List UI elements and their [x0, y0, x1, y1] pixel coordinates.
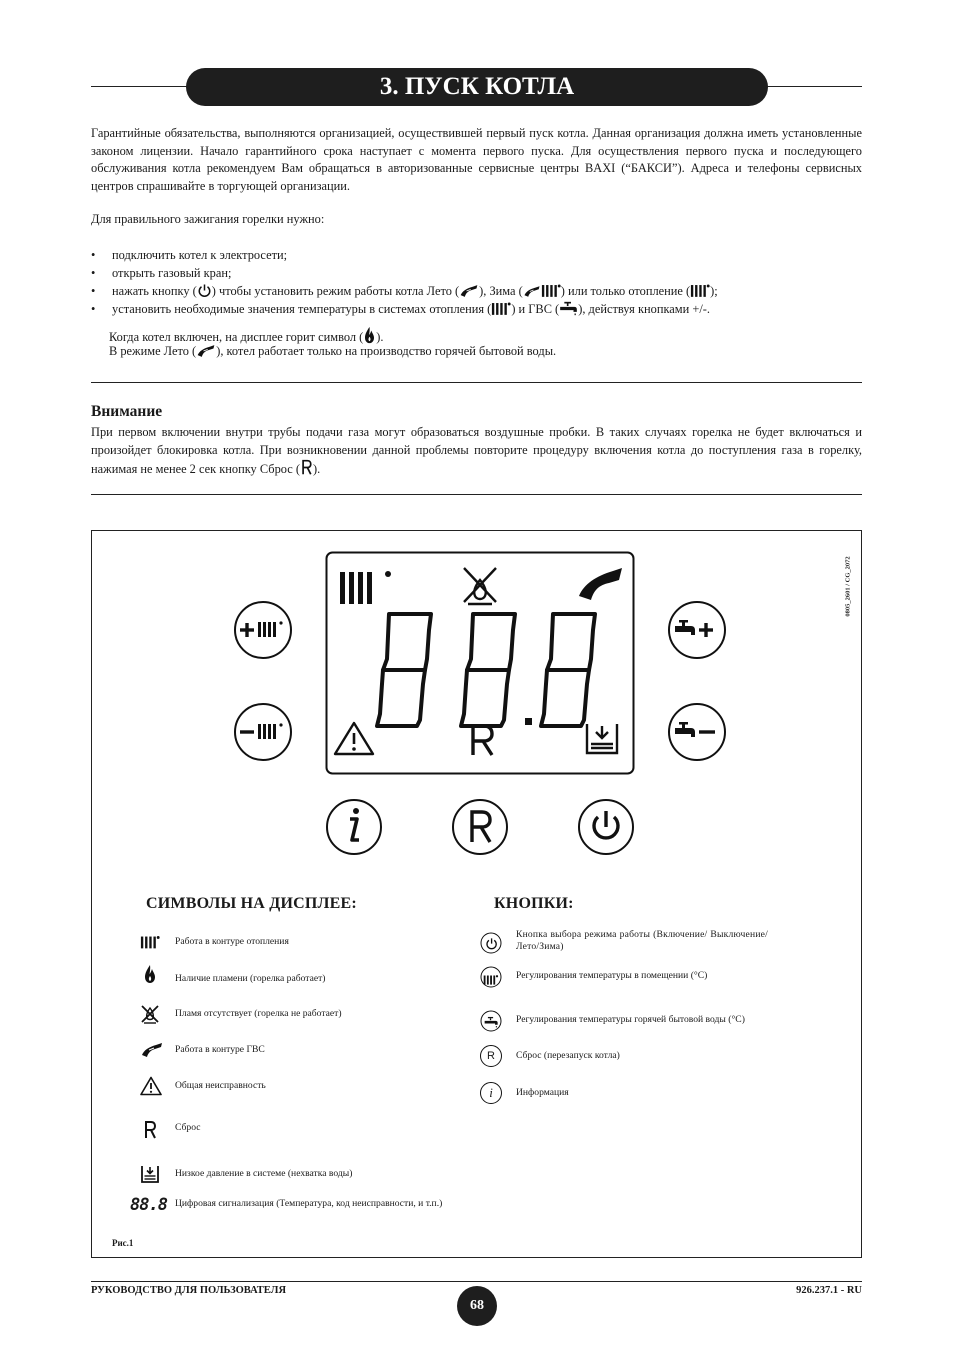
radiator-icon: [541, 283, 561, 298]
symbol-label: Наличие пламени (горелка работает): [175, 973, 326, 984]
figure-label: Рис.1: [112, 1238, 134, 1248]
symbol-label: Работа в контуре отопления: [175, 936, 289, 947]
footer-rule: [91, 1281, 862, 1282]
dhw-icon: [523, 285, 541, 298]
display-no-flame-icon: [464, 568, 496, 604]
warning-icon: [140, 1076, 162, 1096]
footer-left: РУКОВОДСТВО ДЛЯ ПОЛЬЗОВАТЕЛЯ: [91, 1285, 287, 1296]
reset-icon: [143, 1120, 157, 1140]
reset-icon: [300, 459, 313, 476]
display-digits: [377, 614, 595, 726]
info-icon: i: [480, 1082, 502, 1104]
tap-icon: [559, 301, 578, 316]
display-radiator-icon: [340, 571, 391, 604]
no-flame-icon: [140, 1004, 160, 1024]
attention-heading: Внимание: [91, 403, 163, 420]
note-line: В режиме Лето ( ), котел работает только на производство горячей бытовой воды.: [109, 344, 557, 358]
display-decimal-point: [525, 718, 532, 725]
low-pressure-icon: [140, 1164, 160, 1184]
display-warning-icon: [335, 723, 373, 754]
heating-plus-button[interactable]: [235, 602, 291, 658]
symbols-heading: СИМВОЛЫ НА ДИСПЛЕЕ:: [146, 895, 357, 912]
footer-right: 926.237.1 - RU: [796, 1285, 862, 1296]
dhw-plus-button[interactable]: [669, 602, 725, 658]
display-low-pressure-icon: [587, 724, 617, 753]
attention-section: [91, 424, 862, 479]
dhw-minus-button[interactable]: [669, 704, 725, 760]
display-reset-icon: [473, 726, 492, 755]
tap-icon: [480, 1010, 502, 1032]
page-number: 68: [457, 1286, 497, 1326]
button-label: Информация: [516, 1087, 569, 1098]
button-label: Регулирования температуры в помещении (°C): [516, 970, 708, 981]
info-button[interactable]: [327, 800, 381, 854]
dhw-icon: [140, 1042, 164, 1058]
radiator-icon: [690, 283, 710, 298]
dhw-icon: [196, 344, 216, 358]
button-label: Регулирования температуры горячей бытовой воды (°C): [516, 1014, 745, 1025]
radiator-icon: [491, 301, 511, 316]
intro-paragraph: Гарантийные обязательства, выполняются организацией, осуществившей первый пуск котла. Данная организация должна иметь установленные законом лицензии. Начало гарантийного срока наступает с момента первого пуска. Для осуществления первого пуска и последующего обслуживания котла рекомендуем Вам обращаться в авторизованные сервисные центры BAXI (“БАКСИ”). Адреса и телефоны сервисных центров спрашивайте в торгующей организации.: [91, 126, 862, 193]
radiator-icon: [140, 934, 160, 950]
symbol-label: Пламя отсутствует (горелка не работает): [175, 1008, 342, 1019]
attention-text: При первом включении внутри трубы подачи газа могут образоваться воздушные пробки. В таких случаях горелка не будет включаться и произойдет блокировка котла. При возникновении данной проблемы повторите процедуру включения котла до поступления газа в горелку, нажимая не менее 2 сек кнопку Сброс ( ).: [91, 425, 862, 476]
note-line: Когда котел включен, на дисплее горит символ ( ).: [109, 326, 384, 345]
dhw-icon: [459, 284, 479, 298]
display-dhw-icon: [579, 568, 622, 600]
symbol-label: Работа в контуре ГВС: [175, 1044, 265, 1055]
divider: [91, 382, 862, 383]
power-button[interactable]: [579, 800, 633, 854]
radiator-icon: [480, 966, 502, 988]
symbol-label: Сброс: [175, 1122, 201, 1133]
figure-code: 0805_2601 / CG_2072: [844, 556, 852, 617]
symbol-label: Низкое давление в системе (нехватка воды): [175, 1168, 353, 1179]
control-panel: [91, 530, 862, 870]
reset-button[interactable]: [453, 800, 507, 854]
power-icon: [197, 283, 212, 298]
buttons-heading: КНОПКИ:: [494, 895, 574, 912]
flame-icon: [143, 964, 157, 984]
flame-icon: [363, 326, 376, 344]
heating-minus-button[interactable]: [235, 704, 291, 760]
divider: [91, 494, 862, 495]
digits-icon: 88.8: [130, 1195, 167, 1215]
button-label: Кнопка выбора режима работы (Включение/ Выключение/ Лето/Зима): [516, 929, 768, 952]
symbol-label: Общая неисправность: [175, 1080, 266, 1091]
page-title: 3. ПУСК КОТЛА: [186, 68, 768, 106]
power-icon: [480, 932, 502, 954]
reset-icon: R: [480, 1045, 502, 1067]
intro-section: [91, 125, 862, 195]
button-label: Сброс (перезапуск котла): [516, 1050, 620, 1061]
symbol-label: Цифровая сигнализация (Температура, код неисправности, и т.п.): [175, 1198, 443, 1209]
intro-lead: Для правильного зажигания горелки нужно:: [91, 212, 325, 226]
